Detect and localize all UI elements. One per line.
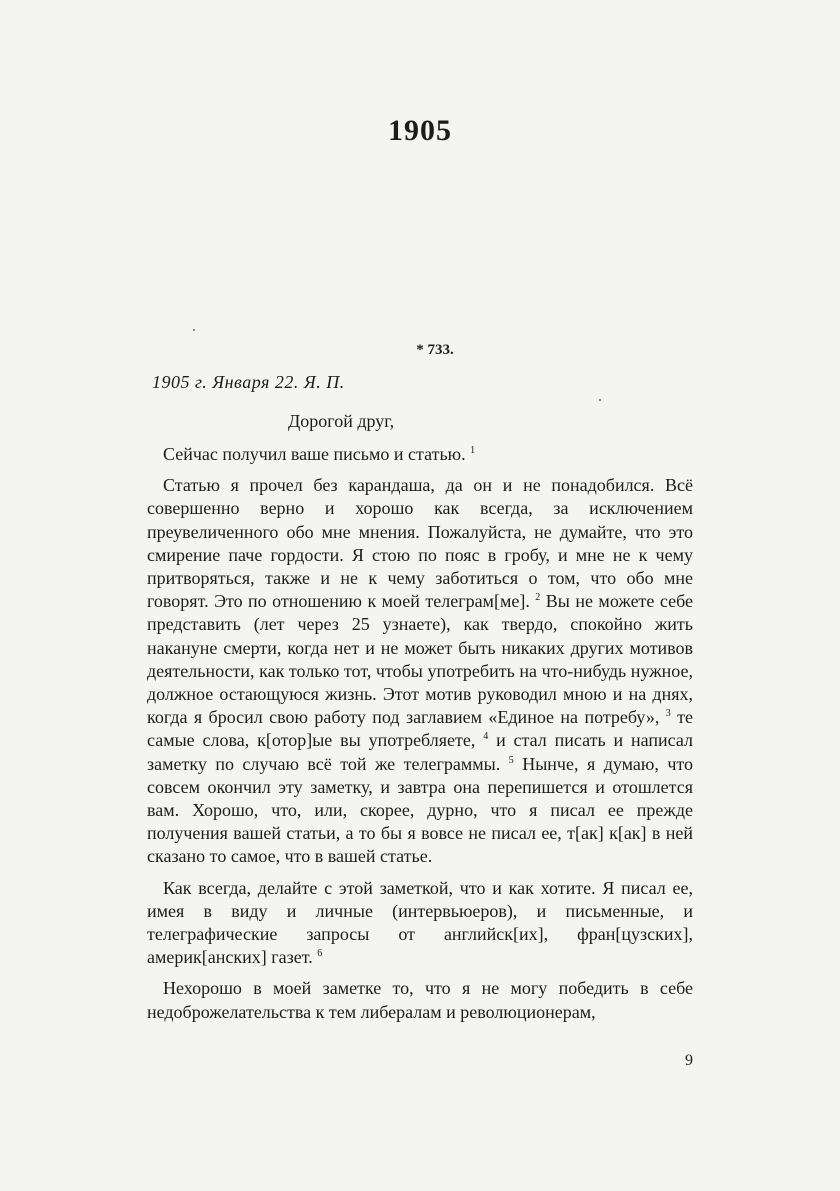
letter-salutation: Дорогой друг,	[288, 411, 395, 431]
paragraph-2-text-1: Статью я прочел без карандаша, да он и не понадобился. Всё совершенно верно и хорошо как всегда, за исключением преувеличенного обо мне мнения. Пожалуйста, не думайте, что это смирение паче гордости. Я стою по пояс в гробу, и мне не к чему притворяться, также и не к чему заботиться о том, что обо мне говорят. Это по отношению к моей телеграм[ме].	[147, 475, 693, 612]
paragraph-3-text: Как всегда, делайте с этой заметкой, что и как хотите. Я писал ее, имея в виду и личные (интервьюеров), и письменные, и телеграфические запросы от английск[их], фран[цузских], америк[анских] газет.	[147, 877, 693, 968]
paragraph-4	[147, 977, 693, 1023]
scan-speck	[599, 399, 601, 401]
letter-body	[147, 443, 693, 1024]
footnote-marker-4: 4	[483, 731, 489, 743]
paragraph-2	[147, 474, 693, 868]
paragraph-2-text-3: те самые слова, к[отор]ые вы употребляете,	[147, 707, 694, 751]
scan-speck	[193, 329, 195, 331]
paragraph-2-text-5: Нынче, я думаю, что совсем окончил эту заметку, и завтра она перепишется и отошлется вам. Хорошо, что, или, скорее, дурно, что я писал ее прежде получения вашей статьи, а то бы я вовсе не писал ее, т[ак] к[ак] в ней сказано то самое, что в вашей статье.	[147, 753, 694, 867]
letter-number: * 733.	[416, 342, 454, 358]
letter-dateline: 1905 г. Января 22. Я. П.	[152, 372, 345, 392]
footnote-marker-6: 6	[317, 948, 323, 960]
paragraph-2-text-2: Вы не можете себе представить (лет через 25 узнаете), как твердо, спокойно жить накануне смерти, когда нет и не может быть никаких других мотивов деятельности, как только тот, чтобы употребить на что-нибудь нужное, должное остающуюся жизнь. Этот мотив руководил мною и на днях, когда я бросил свою работу под заглавием «Единое на потребу»,	[147, 591, 693, 728]
footnote-marker-5: 5	[508, 754, 514, 766]
footnote-marker-1: 1	[470, 445, 476, 456]
footnote-marker-3: 3	[665, 708, 671, 720]
footnote-marker-2: 2	[535, 592, 541, 604]
page-number: 9	[685, 1052, 693, 1069]
paragraph-2-text-4: и стал писать и написал заметку по случаю всё той же телеграммы.	[147, 730, 693, 774]
paragraph-1	[147, 443, 693, 466]
paragraph-4-text: Нехорошо в моей заметке то, что я не могу победить в себе недоброжелательства к тем либералам и революционерам,	[147, 978, 693, 1022]
paragraph-1-text: Сейчас получил ваше письмо и статью.	[163, 444, 471, 464]
paragraph-3	[147, 877, 693, 970]
year-heading: 1905	[388, 114, 452, 147]
